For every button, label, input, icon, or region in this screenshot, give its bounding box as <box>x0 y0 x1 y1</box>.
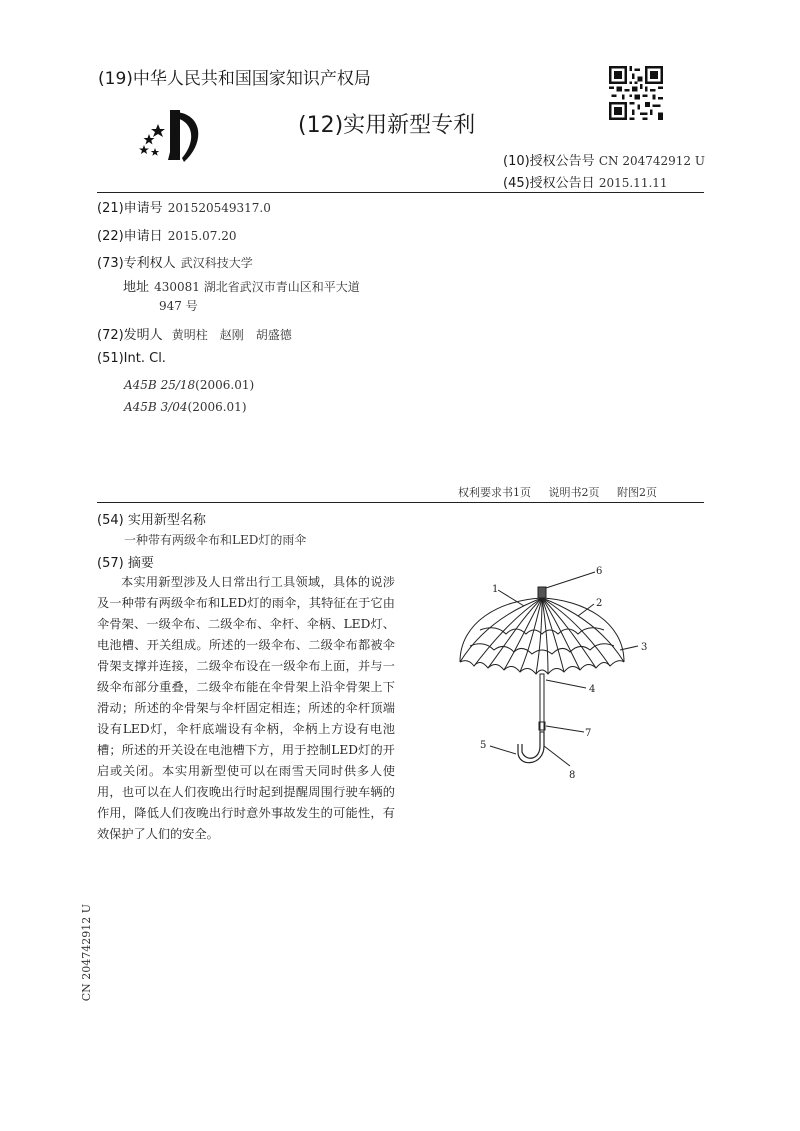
figure-label: 8 <box>569 770 576 781</box>
page-counts <box>458 484 657 500</box>
side-publication-number: CN 204742912 U <box>80 904 93 1002</box>
address-label: 地址 <box>123 280 150 295</box>
inventors: 黄明柱 赵刚 胡盛德 <box>171 328 292 342</box>
publication-number: CN 204742912 U <box>598 154 705 168</box>
publication-number-label: (10)授权公告号 <box>503 154 595 169</box>
address-line-1: 430081 湖北省武汉市青山区和平大道 <box>154 280 360 294</box>
application-number-row <box>97 197 271 216</box>
section-divider <box>97 502 704 503</box>
intcl-code: A45B 25/18 <box>124 378 196 392</box>
figure-label: 7 <box>585 728 592 739</box>
figure-label: 3 <box>641 642 648 653</box>
qr-code-icon <box>609 66 663 120</box>
patentee-label: (73)专利权人 <box>97 256 176 271</box>
inventors-label: (72)发明人 <box>97 328 163 343</box>
drawings-page-count: 附图2页 <box>617 486 657 499</box>
application-date: 2015.07.20 <box>167 229 237 243</box>
patentee-row <box>97 252 253 271</box>
intcl-item <box>124 396 247 415</box>
application-date-row <box>97 225 237 244</box>
figure-label: 2 <box>596 598 603 609</box>
figure-label: 6 <box>596 566 603 577</box>
umbrella-figure <box>450 560 660 790</box>
application-date-label: (22)申请日 <box>97 229 163 244</box>
intcl-code: A45B 3/04 <box>124 400 188 414</box>
application-number-label: (21)申请号 <box>97 201 163 216</box>
utility-model-title: 一种带有两级伞布和LED灯的雨伞 <box>124 533 307 547</box>
header-divider <box>97 192 704 193</box>
figure-label: 4 <box>589 684 596 695</box>
figure-label: 5 <box>480 740 487 751</box>
intcl-item <box>124 374 254 393</box>
publication-date-label: (45)授权公告日 <box>503 176 595 191</box>
figure-label: 1 <box>492 584 499 595</box>
intcl-version: (2006.01) <box>187 400 247 414</box>
publication-date: 2015.11.11 <box>598 176 668 190</box>
description-page-count: 说明书2页 <box>548 486 600 499</box>
issuing-office: (19)中华人民共和国国家知识产权局 <box>98 69 371 89</box>
claims-page-count: 权利要求书1页 <box>458 486 531 499</box>
cnipa-logo-icon <box>132 102 212 168</box>
patentee: 武汉科技大学 <box>180 256 253 270</box>
intcl-version: (2006.01) <box>195 378 255 392</box>
address-line-2: 947 号 <box>159 299 198 313</box>
publication-date-row <box>503 172 668 191</box>
publication-number-row <box>503 150 705 169</box>
abstract-label: (57) 摘要 <box>97 556 154 571</box>
inventors-row <box>97 324 292 343</box>
utility-model-title-label: (54) 实用新型名称 <box>97 513 206 528</box>
abstract-text: 本实用新型涉及人日常出行工具领域，具体的说涉及一种带有两级伞布和LED灯的雨伞，其特征在于它由伞骨架、一级伞布、二级伞布、伞杆、伞柄、LED灯、电池槽、开关组成。所述的一级伞布、二级伞布都被伞骨架支撑并连接，二级伞布设在一级伞布上面，并与一级伞布部分重叠，二级伞布能在伞骨架上沿伞骨架上下滑动；所述的伞骨架与伞杆固定相连；所述的伞杆顶端设有LED灯，伞杆底端设有伞柄，伞柄上方设有电池槽；所述的开关设在电池槽下方，用于控制LED灯的开启或关闭。本实用新型使可以在雨雪天同时供多人使用，也可以在人们夜晚出行时起到提醒周围行驶车辆的作用，降低人们夜晚出行时意外事故发生的可能性，有效保护了人们的安全。 <box>97 575 395 841</box>
address-row <box>123 276 360 295</box>
intcl-label: (51)Int. Cl. <box>97 351 166 366</box>
application-number: 201520549317.0 <box>167 201 271 215</box>
document-type: (12)实用新型专利 <box>298 113 476 138</box>
